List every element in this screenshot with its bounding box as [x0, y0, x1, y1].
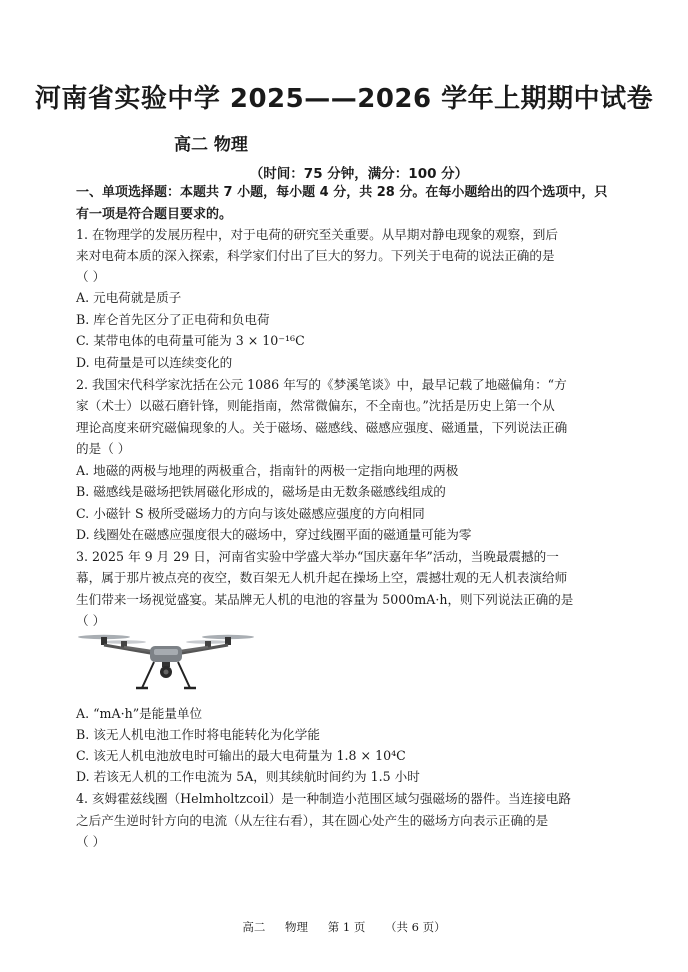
exam-time-info: （时间：75 分钟，满分：100 分） — [249, 166, 469, 182]
q3-option-b: B. 该无人机电池工作时将电能转化为化学能 — [76, 727, 320, 742]
q2-option-c: C. 小磁针 S 极所受磁场力的方向与该处磁感应强度的方向相同 — [76, 506, 425, 521]
q1-stem-line: （ ） — [76, 269, 106, 284]
q2-stem-line: 理论高度来研究磁偏现象的人。关于磁场、磁感线、磁感应强度、磁通量，下列说法正确 — [76, 420, 568, 435]
q1-stem-line: 来对电荷本质的深入探索，科学家们付出了巨大的努力。下列关于电荷的说法正确的是 — [76, 248, 555, 263]
q1-option-c: C. 某带电体的电荷量可能为 3 × 10⁻¹⁶C — [76, 333, 305, 348]
footer-subject: 物理 — [285, 920, 309, 934]
q2-stem-line: 家（术士）以磁石磨针锋，则能指南，然常微偏东，不全南也。”沈括是历史上第一个从 — [76, 398, 555, 413]
q2-stem-line: 2. 我国宋代科学家沈括在公元 1086 年写的《梦溪笔谈》中，最早记载了地磁偏角：“方 — [76, 377, 567, 392]
q4-stem-line: 之后产生逆时针方向的电流（从左往右看），其在圆心处产生的磁场方向表示正确的是 — [76, 813, 549, 828]
exam-title: 河南省实验中学 2025——2026 学年上期期中试卷 — [34, 84, 654, 114]
q3-stem-line: 3. 2025 年 9 月 29 日，河南省实验中学盛大举办“国庆嘉年华”活动，当晚最震撼的一 — [76, 549, 559, 564]
drone-image — [76, 628, 256, 696]
q1-stem-line: 1. 在物理学的发展历程中，对于电荷的研究至关重要。从早期对静电现象的观察，到后 — [76, 227, 558, 242]
q1-option-d: D. 电荷量是可以连续变化的 — [76, 355, 233, 370]
q3-stem-line: 生们带来一场视觉盛宴。某品牌无人机的电池的容量为 5000mA·h，则下列说法正确的是 — [76, 592, 574, 607]
q3-option-d: D. 若该无人机的工作电流为 5A，则其续航时间约为 1.5 小时 — [76, 769, 420, 784]
q4-stem-line: （ ） — [76, 834, 106, 849]
q2-option-b: B. 磁感线是磁场把铁屑磁化形成的，磁场是由无数条磁感线组成的 — [76, 484, 446, 499]
exam-subject: 高二 物理 — [174, 135, 248, 155]
q3-option-c: C. 该无人机电池放电时可输出的最大电荷量为 1.8 × 10⁴C — [76, 748, 406, 763]
q2-option-d: D. 线圈处在磁感应强度很大的磁场中，穿过线圈平面的磁通量可能为零 — [76, 527, 472, 542]
q2-stem-line: 的是（ ） — [76, 441, 131, 456]
footer-grade: 高二 — [242, 920, 266, 934]
q1-option-a: A. 元电荷就是质子 — [76, 290, 182, 305]
q3-stem-line: 幕，属于那片被点亮的夜空，数百架无人机升起在操场上空，震撼壮观的无人机表演给师 — [76, 570, 568, 585]
q3-stem-line: （ ） — [76, 613, 106, 628]
section-heading: 一、单项选择题：本题共 7 小题，每小题 4 分，共 28 分。在每小题给出的四个选项中，只有一项是符合题目要求的。 — [76, 185, 608, 222]
q1-option-b: B. 库仑首先区分了正电荷和负电荷 — [76, 312, 270, 327]
q2-option-a: A. 地磁的两极与地理的两极重合，指南针的两极一定指向地理的两极 — [76, 463, 459, 478]
page-footer — [0, 919, 688, 935]
footer-total-pages: （共 6 页） — [384, 920, 446, 934]
q4-stem-line: 4. 亥姆霍兹线圈（Helmholtzcoil）是一种制造小范围区域匀强磁场的器件。当连接电路 — [76, 791, 571, 806]
footer-page-number: 第 1 页 — [327, 920, 366, 934]
q3-option-a: A. “mA·h”是能量单位 — [76, 706, 203, 721]
